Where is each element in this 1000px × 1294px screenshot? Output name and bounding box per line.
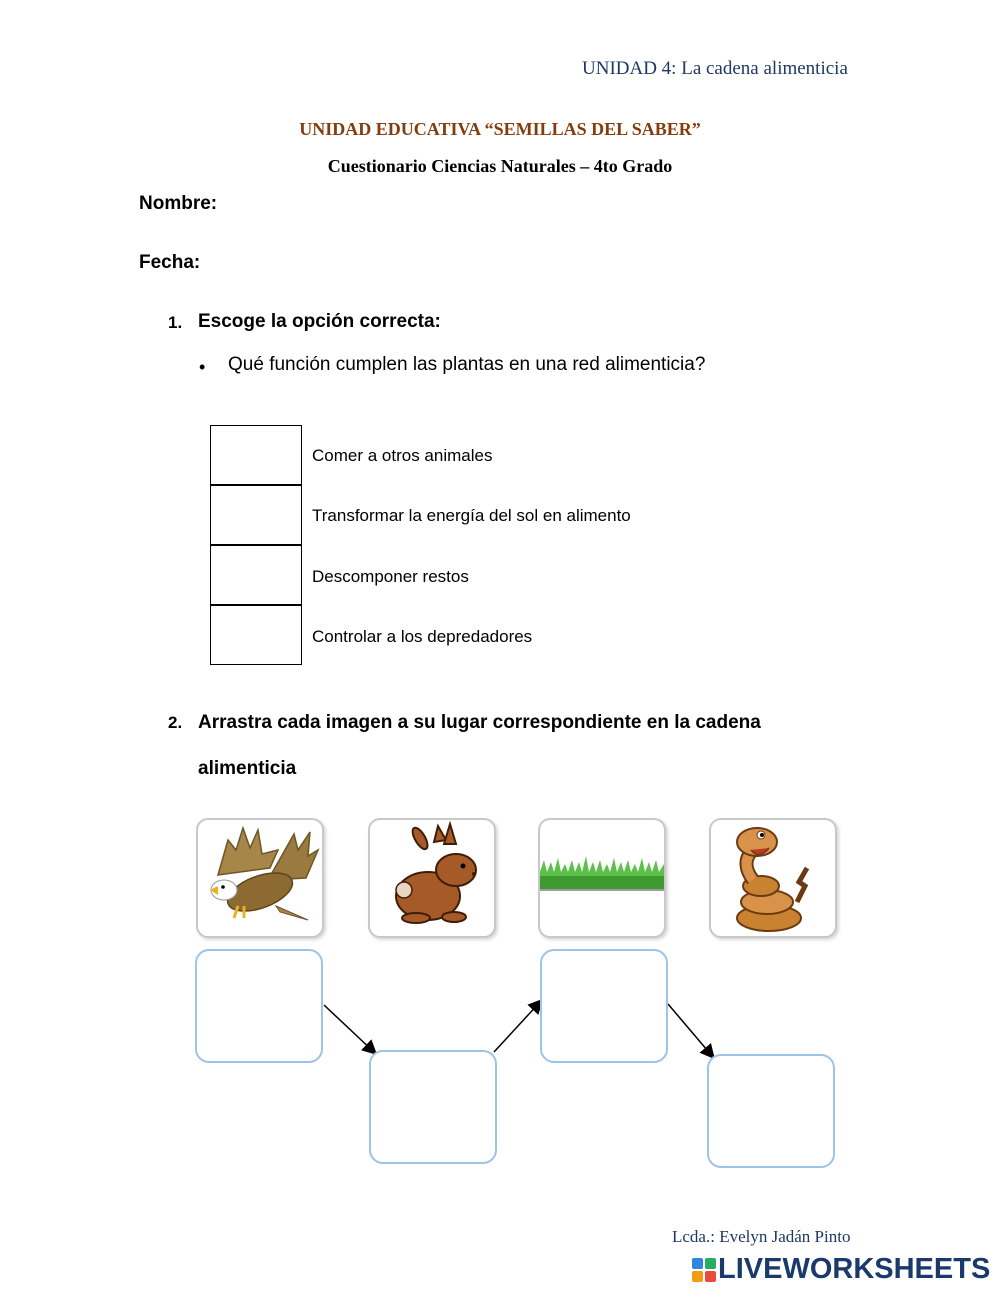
worksheet-subtitle: Cuestionario Ciencias Naturales – 4to Grado <box>327 156 673 176</box>
unit-header: UNIDAD 4: La cadena alimenticia <box>582 58 848 79</box>
bullet-icon: • <box>199 357 206 377</box>
school-name: UNIDAD EDUCATIVA “SEMILLAS DEL SABER” <box>299 119 701 139</box>
chain-dropbox-3[interactable] <box>540 949 668 1063</box>
question1-title: Escoge la opción correcta: <box>198 311 441 332</box>
question1-number: 1. <box>168 313 183 332</box>
arrow-1 <box>324 1005 375 1053</box>
question1-prompt: Qué función cumplen las plantas en una red alimenticia? <box>228 354 706 375</box>
arrow-2 <box>494 1001 541 1052</box>
chain-dropbox-1[interactable] <box>195 949 323 1063</box>
chain-dropbox-4[interactable] <box>707 1054 835 1168</box>
option-3-label: Descomponer restos <box>312 567 469 586</box>
option-2-label: Transformar la energía del sol en alimento <box>312 506 631 525</box>
author-credit: Lcda.: Evelyn Jadán Pinto <box>672 1227 851 1246</box>
liveworksheets-logo-icon <box>692 1258 716 1282</box>
chain-dropbox-2[interactable] <box>369 1050 497 1164</box>
arrow-3 <box>668 1004 713 1057</box>
question2-number: 2. <box>168 713 183 732</box>
option-1-label: Comer a otros animales <box>312 446 493 465</box>
liveworksheets-brand[interactable]: LIVEWORKSHEETS <box>718 1253 991 1285</box>
option-4-label: Controlar a los depredadores <box>312 627 533 646</box>
name-label: Nombre: <box>139 193 218 214</box>
question2-title-line1: Arrastra cada imagen a su lugar correspondiente en la cadena <box>198 712 761 733</box>
date-label: Fecha: <box>139 252 201 273</box>
question2-title-line2: alimenticia <box>198 758 297 779</box>
